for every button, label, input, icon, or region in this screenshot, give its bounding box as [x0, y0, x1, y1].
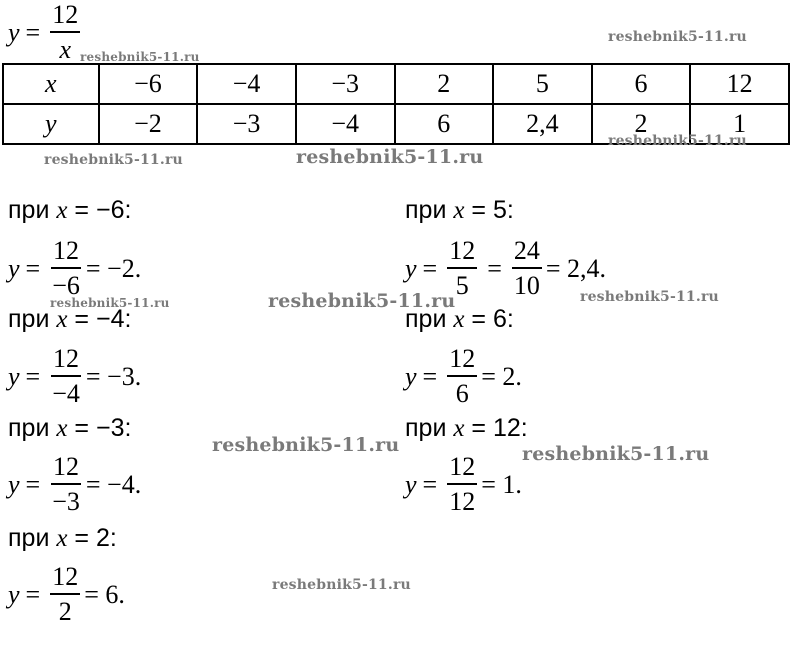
table-cell: −4 [296, 104, 395, 144]
calc-equals: = [422, 469, 438, 499]
condition-equals: = [74, 196, 90, 224]
table-cell: 6 [395, 104, 494, 144]
calc-result: = −3. [85, 361, 142, 391]
calc-result: = 2. [481, 361, 522, 391]
calc-result: = 2,4. [545, 253, 607, 283]
calc-fraction [50, 238, 82, 299]
calc-numerator: 12 [51, 346, 81, 377]
calc-denominator: −6 [52, 271, 80, 300]
table-cell: −2 [99, 104, 198, 144]
condition-var: x [56, 197, 68, 224]
calc-y: y [8, 469, 20, 499]
watermark: reshebnik5-11.ru [50, 296, 170, 310]
calc-numerator: 12 [50, 564, 80, 595]
condition-value: −6: [95, 196, 132, 224]
calc-numerator: 12 [447, 346, 477, 377]
condition-label [405, 414, 528, 443]
calc-y: y [8, 361, 20, 391]
table-cell: 2 [395, 64, 494, 104]
table-cell: 2 [592, 104, 691, 144]
calc-numerator: 12 [447, 454, 477, 485]
watermark: reshebnik5-11.ru [44, 152, 183, 168]
condition-value: 2: [95, 524, 117, 552]
watermark: reshebnik5-11.ru [212, 434, 400, 456]
calc-equation [405, 454, 522, 515]
header-formula [8, 2, 84, 63]
watermark: reshebnik5-11.ru [522, 443, 710, 465]
condition-value: −4: [95, 305, 132, 333]
calc-denominator: 6 [455, 379, 469, 408]
condition-var: x [56, 415, 68, 442]
condition-word: при [405, 414, 447, 442]
calc-fraction [447, 346, 477, 407]
condition-equals: = [74, 305, 90, 333]
condition-var: x [56, 306, 68, 333]
calc-y: y [8, 253, 20, 283]
watermark: reshebnik5-11.ru [268, 290, 456, 312]
condition-var: x [56, 525, 68, 552]
table-row-x [3, 64, 789, 104]
condition-equals: = [471, 196, 487, 224]
condition-word: при [8, 305, 50, 333]
calc-denominator: 12 [449, 487, 476, 516]
condition-equals: = [471, 305, 487, 333]
calc-y: y [405, 469, 417, 499]
watermark: reshebnik5-11.ru [608, 133, 747, 149]
condition-equals: = [74, 414, 90, 442]
table-cell: 6 [592, 64, 691, 104]
condition-label [8, 196, 131, 225]
header-equals: = [25, 17, 41, 47]
calc-result: = 1. [481, 469, 522, 499]
condition-var: x [453, 197, 465, 224]
watermark: reshebnik5-11.ru [296, 146, 484, 168]
condition-var: x [453, 306, 465, 333]
header-fraction [50, 2, 80, 63]
calc-equals: = [422, 253, 438, 283]
header-numerator: 12 [50, 2, 80, 33]
table-cell: −4 [197, 64, 296, 104]
header-denominator: x [59, 35, 71, 64]
calc-result: = −4. [85, 469, 142, 499]
condition-equals: = [471, 414, 487, 442]
calc-denominator: −4 [52, 379, 80, 408]
header-y: y [8, 17, 20, 47]
calc-fraction [50, 346, 82, 407]
calc-equation [8, 454, 141, 515]
calc-numerator: 24 [512, 238, 542, 269]
calc-denominator: −3 [52, 487, 80, 516]
condition-value: 12: [492, 414, 528, 442]
condition-value: 5: [492, 196, 514, 224]
calc-equals: = [25, 469, 41, 499]
condition-word: при [405, 305, 447, 333]
condition-label [8, 524, 117, 553]
calc-equals: = [25, 253, 41, 283]
calc-numerator: 12 [51, 238, 81, 269]
watermark: reshebnik5-11.ru [580, 289, 719, 305]
table-cell: −3 [197, 104, 296, 144]
table-cell: 1 [690, 104, 789, 144]
calc-fraction-2 [512, 238, 542, 299]
table-cell: 5 [493, 64, 592, 104]
condition-equals: = [74, 524, 90, 552]
table-row-label: y [3, 104, 99, 144]
condition-label [8, 414, 131, 443]
condition-value: 6: [492, 305, 514, 333]
calc-fraction [50, 454, 82, 515]
calc-denominator: 2 [58, 597, 72, 626]
calc-numerator: 12 [51, 454, 81, 485]
calc-denominator: 10 [513, 271, 540, 300]
calc-equals: = [25, 579, 41, 609]
condition-word: при [8, 196, 50, 224]
calc-y: y [8, 579, 20, 609]
calc-equation [8, 346, 141, 407]
calc-y: y [405, 361, 417, 391]
condition-word: при [8, 414, 50, 442]
condition-label [405, 196, 514, 225]
calc-result: = −2. [85, 253, 142, 283]
calc-fraction [447, 454, 477, 515]
calc-equation [8, 564, 125, 625]
calc-denominator: 5 [455, 271, 469, 300]
calc-equation [8, 238, 141, 299]
table-cell: −6 [99, 64, 198, 104]
table-row-label: x [3, 64, 99, 104]
calc-equation [405, 346, 522, 407]
watermark: reshebnik5-11.ru [608, 29, 747, 45]
condition-value: −3: [95, 414, 132, 442]
calc-equals: = [422, 361, 438, 391]
condition-word: при [405, 196, 447, 224]
table-cell: −3 [296, 64, 395, 104]
condition-word: при [8, 524, 50, 552]
calc-equals: = [25, 361, 41, 391]
calc-equals: = [487, 253, 502, 283]
table-cell: 12 [690, 64, 789, 104]
calc-y: y [405, 253, 417, 283]
condition-var: x [453, 415, 465, 442]
calc-result: = 6. [84, 579, 125, 609]
watermark: reshebnik5-11.ru [80, 50, 200, 64]
table-cell: 2,4 [493, 104, 592, 144]
calc-fraction [50, 564, 80, 625]
watermark: reshebnik5-11.ru [272, 577, 411, 593]
calc-numerator: 12 [447, 238, 477, 269]
